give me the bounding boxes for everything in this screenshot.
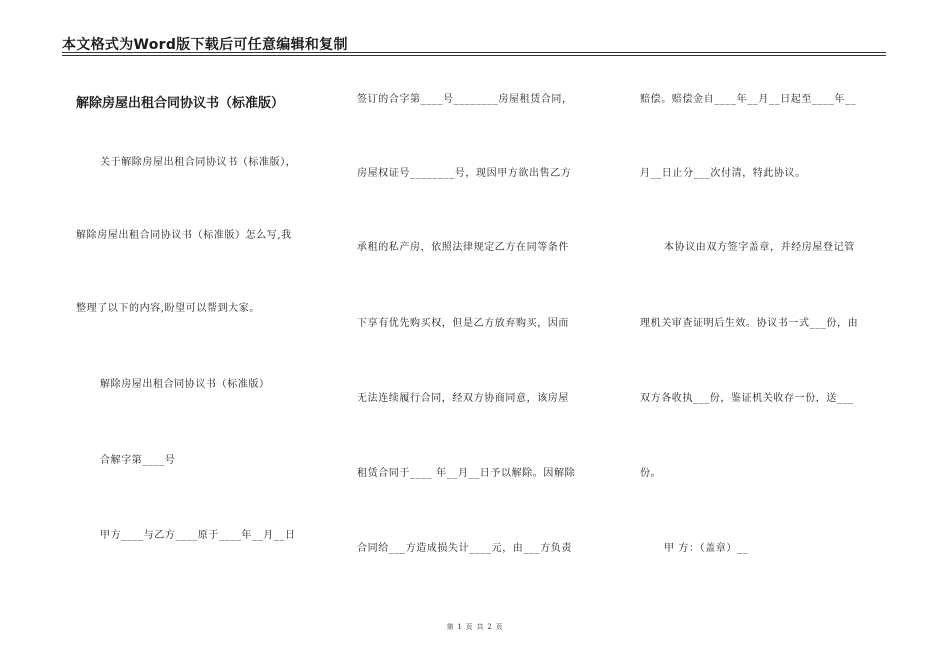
- paragraph-line: 份。: [640, 468, 662, 479]
- paragraph-line: 月__日止分___次付清，特此协议。: [640, 168, 806, 179]
- document-column-2: [357, 0, 607, 640]
- paragraph-line: 无法连续履行合同，经双方协商同意，该房屋: [357, 393, 569, 404]
- document-title: 解除房屋出租合同协议书（标准版）: [76, 96, 285, 111]
- page-number: 第 1 页 共 2 页: [446, 623, 504, 631]
- paragraph-line: 下享有优先购买权，但是乙方放弃购买，因而: [357, 318, 569, 329]
- paragraph-line: 解除房屋出租合同协议书（标准版）怎么写,我: [76, 230, 292, 241]
- paragraph-line: 签订的合字第____号________房屋租赁合同，: [357, 94, 573, 105]
- document-column-1: [76, 0, 336, 640]
- paragraph-line: 关于解除房屋出租合同协议书（标准版），: [100, 157, 297, 168]
- paragraph-line: 甲方____与乙方____原于____年__月__日: [100, 530, 296, 541]
- signature-line: 甲 方：（盖章）__: [664, 543, 749, 554]
- document-column-3: [640, 0, 890, 640]
- paragraph-line: 承租的私产房，依照法律规定乙方在同等条件: [357, 242, 569, 253]
- paragraph-line: 理机关审查证明后生效。协议书一式___份，由: [640, 318, 859, 329]
- paragraph-line: 合解字第____号: [100, 455, 176, 466]
- header-title: 本文格式为Word版下载后可任意编辑和复制: [62, 37, 348, 53]
- paragraph-line: 双方各收执___份，鉴证机关收存一份，送___: [640, 393, 854, 404]
- paragraph-line: 赔偿。赔偿金自____年__月__日起至____年__: [640, 94, 857, 105]
- paragraph-line: 合同给___方造成损失计____元，由___方负责: [357, 543, 572, 554]
- paragraph-line: 本协议由双方签字盖章，并经房屋登记管: [664, 242, 855, 253]
- paragraph-line: 解除房屋出租合同协议书（标准版）: [100, 379, 270, 390]
- paragraph-line: 房屋权证号________号，现因甲方欲出售乙方: [357, 168, 572, 179]
- paragraph-line: 整理了以下的内容,盼望可以帮到大家。: [76, 303, 260, 314]
- paragraph-line: 租赁合同于____ 年__月__日予以解除。因解除: [357, 468, 576, 479]
